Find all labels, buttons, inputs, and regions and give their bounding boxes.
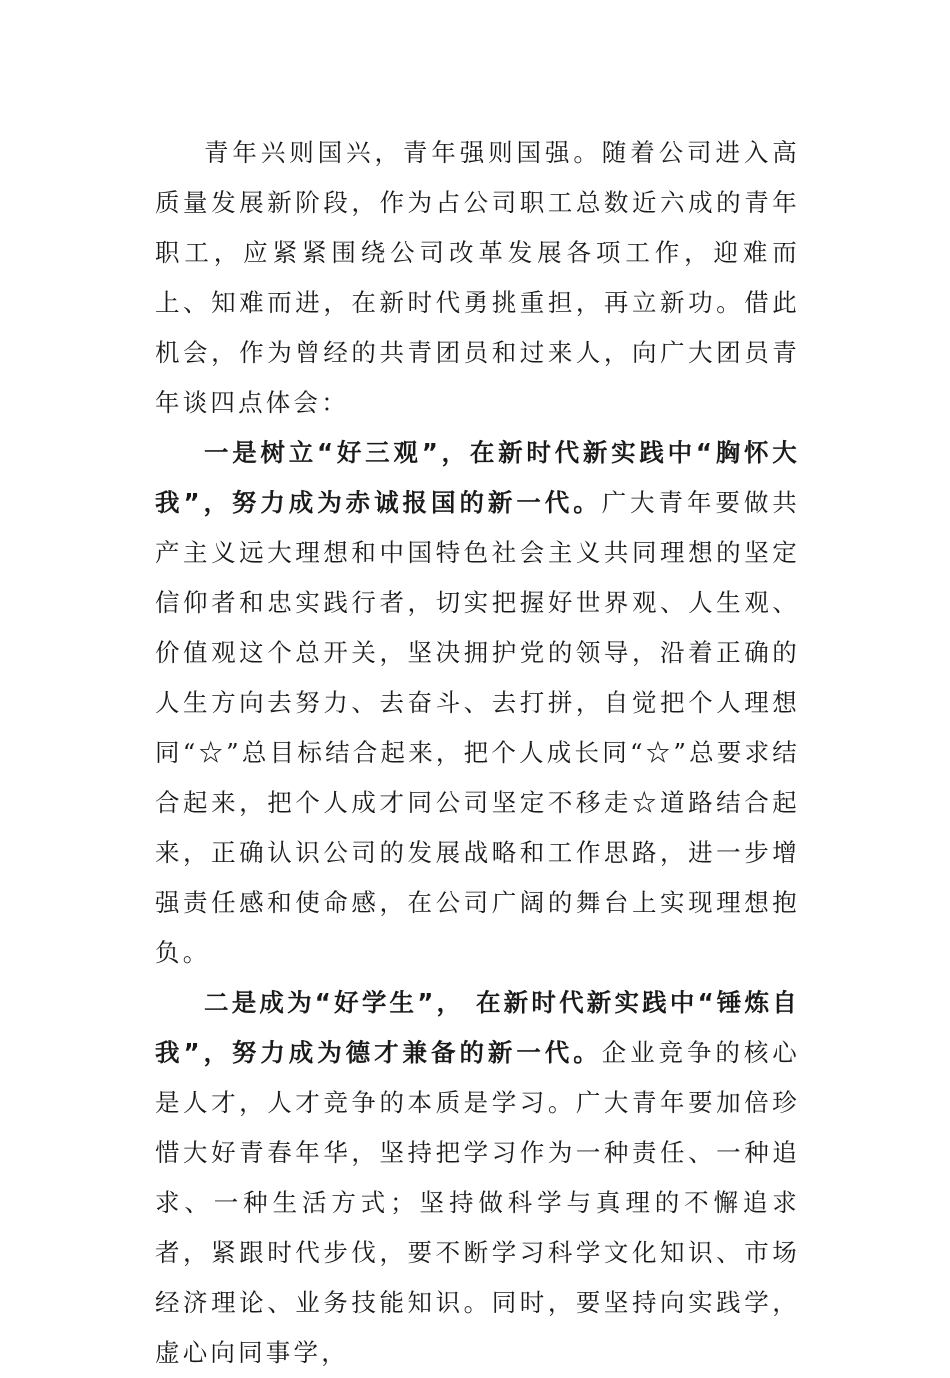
intro-paragraph	[155, 128, 800, 428]
document-body	[155, 128, 800, 1378]
point-two-paragraph	[155, 978, 800, 1378]
point-one-paragraph	[155, 428, 800, 978]
point-two-text: 企业竞争的核心是人才，人才竞争的本质是学习。广大青年要加倍珍惜大好青春年华，坚持把学习作为一种责任、一种追求、一种生活方式；坚持做科学与真理的不懈追求者，紧跟时代步伐，要不断学习科学文化知识、市场经济理论、业务技能知识。同时，要坚持向实践学，虚心向同事学，	[155, 1038, 800, 1367]
intro-paragraph-text: 青年兴则国兴，青年强则国强。随着公司进入高质量发展新阶段，作为占公司职工总数近六成的青年职工，应紧紧围绕公司改革发展各项工作，迎难而上、知难而进，在新时代勇挑重担，再立新功。借此机会，作为曾经的共青团员和过来人，向广大团员青年谈四点体会：	[155, 138, 800, 417]
point-two-heading: 二是成为“好学生”， 在新时代新实践中“锤炼自我”，努力成为德才兼备的新一代。	[155, 988, 800, 1067]
point-one-heading: 一是树立“好三观”，在新时代新实践中“胸怀大我”，努力成为赤诚报国的新一代。	[155, 438, 800, 517]
point-one-text: 广大青年要做共产主义远大理想和中国特色社会主义共同理想的坚定信仰者和忠实践行者，切实把握好世界观、人生观、价值观这个总开关，坚决拥护党的领导，沿着正确的人生方向去努力、去奋斗、去打拼，自觉把个人理想同“☆”总目标结合起来，把个人成长同“☆”总要求结合起来，把个人成才同公司坚定不移走☆道路结合起来，正确认识公司的发展战略和工作思路，进一步增强责任感和使命感，在公司广阔的舞台上实现理想抱负。	[155, 488, 800, 967]
